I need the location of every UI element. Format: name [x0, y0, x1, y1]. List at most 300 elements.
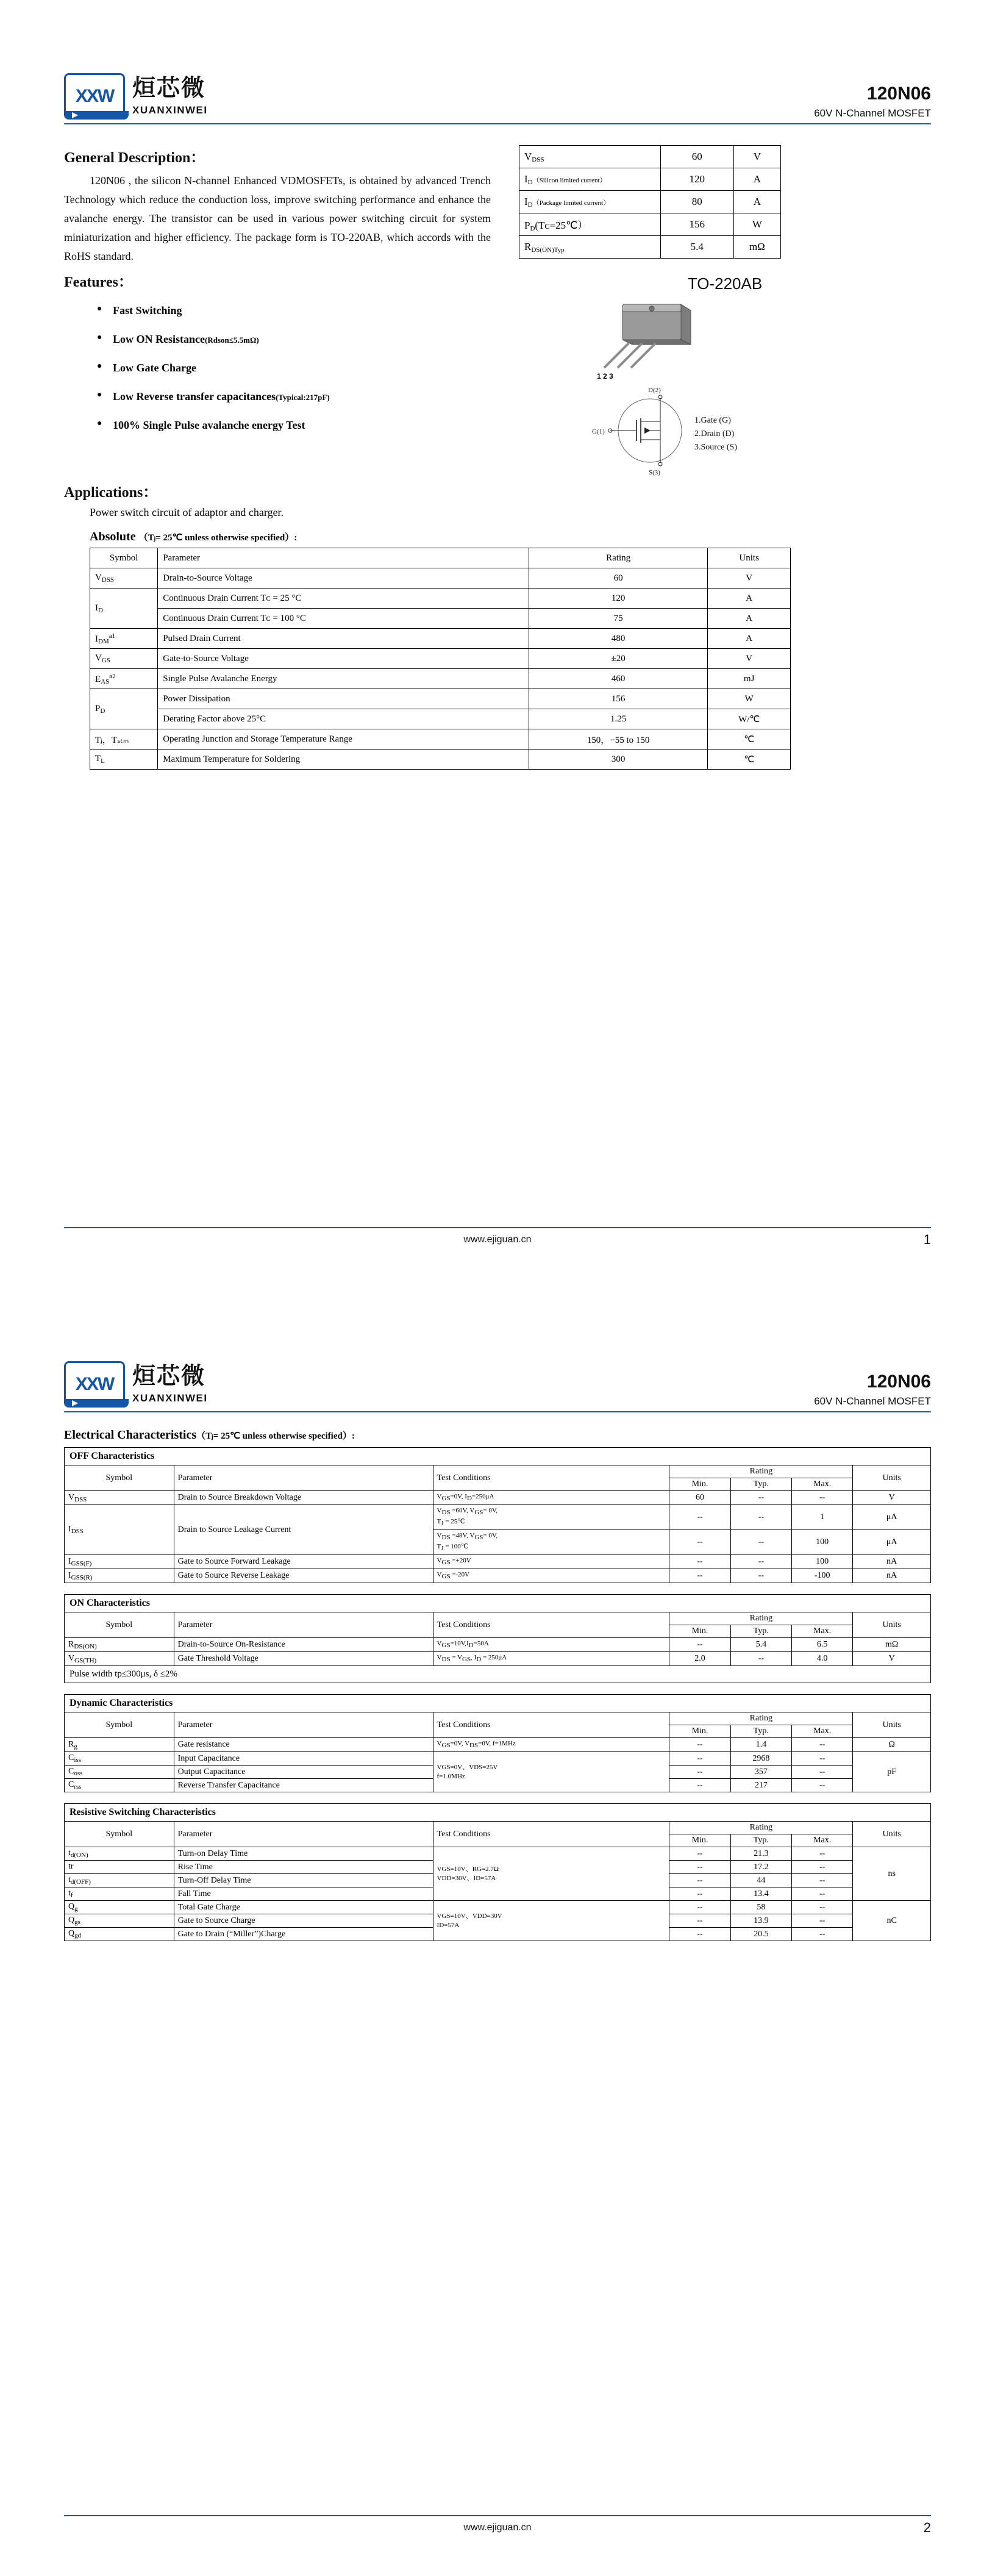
page-2 — [0, 1288, 995, 2576]
column-header-min: Min. — [669, 1834, 730, 1847]
row-typ: 5.4 — [730, 1638, 791, 1652]
row-symbol: $Q_{gd}$ — [65, 1928, 174, 1941]
row-conditions: VGS=0V, ID=250μA — [433, 1491, 669, 1505]
row-conditions: VGS=10V、RG=2.7Ω VDD=30V、ID=57A — [433, 1847, 669, 1901]
section-header-row — [65, 1804, 931, 1822]
footer-url[interactable]: www.ejiguan.cn — [463, 2522, 532, 2533]
logo-mark-icon — [64, 1361, 125, 1408]
column-header-units: Units — [708, 548, 791, 568]
table-row — [519, 213, 781, 236]
quick-spec-value: 60 — [660, 146, 733, 168]
row-typ: -- — [730, 1652, 791, 1666]
feature-label: Low Reverse transfer capacitances — [113, 390, 276, 402]
resistive-switching-characteristics-table — [64, 1803, 931, 1941]
row-symbol: $R_g$ — [65, 1738, 174, 1752]
row-min: -- — [669, 1928, 730, 1941]
row-parameter: Turn-on Delay Time — [174, 1847, 433, 1861]
column-header-parameter: Parameter — [174, 1712, 433, 1738]
column-header-max: Max. — [792, 1478, 853, 1491]
row-parameter: Gate Threshold Voltage — [174, 1652, 433, 1666]
row-parameter: Reverse Transfer Capacitance — [174, 1779, 433, 1792]
row-min: -- — [669, 1887, 730, 1901]
column-header-rating: Rating — [669, 1822, 853, 1834]
row-max: -- — [792, 1491, 853, 1505]
row-symbol: $C_{oss}$ — [65, 1766, 174, 1779]
row-typ: 1.4 — [730, 1738, 791, 1752]
row-typ: 17.2 — [730, 1861, 791, 1874]
row-min: 60 — [669, 1491, 730, 1505]
row-symbol: Tⱼ，Tₛₜₘ — [90, 729, 158, 750]
company-logo — [64, 73, 208, 120]
to220ab-package-icon — [519, 297, 781, 388]
row-min: -- — [669, 1901, 730, 1914]
table-row — [65, 1752, 931, 1766]
row-unit: V — [708, 649, 791, 669]
row-max: 1 — [792, 1505, 853, 1530]
table-row — [90, 629, 791, 649]
section-title: Resistive Switching Characteristics — [65, 1804, 931, 1822]
pin-1-label: 1.Gate (G) — [694, 416, 731, 425]
row-rating: 460 — [529, 669, 708, 689]
row-parameter: Continuous Drain Current Tᴄ = 25 °C — [158, 589, 529, 609]
row-unit: ns — [853, 1847, 931, 1901]
row-parameter: Maximum Temperature for Soldering — [158, 750, 529, 770]
logo-chinese-name: 烜芯微 — [132, 74, 206, 101]
row-rating: 120 — [529, 589, 708, 609]
table-row — [90, 689, 791, 709]
absolute-maximum-ratings-table — [90, 548, 791, 770]
page-footer — [64, 1222, 931, 1245]
row-max: -- — [792, 1914, 853, 1928]
row-symbol: $C_{rss}$ — [65, 1779, 174, 1792]
logo-english-name: XUANXINWEI — [132, 104, 208, 116]
row-parameter: Gate to Source Charge — [174, 1914, 433, 1928]
column-header-max: Max. — [792, 1725, 853, 1738]
row-unit: Ω — [853, 1738, 931, 1752]
pin-3-label: 3.Source (S) — [694, 443, 737, 452]
row-rating: 1.25 — [529, 709, 708, 729]
row-unit: V — [853, 1652, 931, 1666]
row-parameter: Turn-Off Delay Time — [174, 1874, 433, 1887]
off-characteristics-table — [64, 1447, 931, 1583]
table-row — [65, 1638, 931, 1652]
quick-spec-value: 80 — [660, 191, 733, 213]
features-list — [64, 304, 491, 432]
company-logo — [64, 1361, 208, 1408]
row-conditions: VGS=10V,ID=50A — [433, 1638, 669, 1652]
section-header-row — [65, 1448, 931, 1465]
row-rating: 60 — [529, 568, 708, 589]
document-header — [64, 1288, 931, 1408]
row-typ: 217 — [730, 1779, 791, 1792]
column-header-parameter: Parameter — [174, 1612, 433, 1638]
quick-spec-unit: mΩ — [733, 236, 780, 259]
row-min: -- — [669, 1874, 730, 1887]
section-header-row — [65, 1695, 931, 1712]
on-characteristics-table — [64, 1594, 931, 1683]
row-symbol: $V_{DSS}$ — [90, 568, 158, 589]
part-subtitle: 60V N-Channel MOSFET — [814, 107, 931, 119]
general-description-body — [64, 171, 491, 266]
row-unit: A — [708, 609, 791, 629]
table-header-row — [90, 548, 791, 568]
row-symbol: $Q_g$ — [65, 1901, 174, 1914]
row-unit: ℃ — [708, 729, 791, 750]
quick-spec-table — [519, 145, 781, 259]
quick-spec-symbol: $I_D(Package$ limited current） — [519, 191, 661, 213]
row-unit: mJ — [708, 669, 791, 689]
table-row — [90, 568, 791, 589]
row-symbol: $C_{iss}$ — [65, 1752, 174, 1766]
row-symbol: $R_{DS(ON)}$ — [65, 1638, 174, 1652]
row-rating: ±20 — [529, 649, 708, 669]
row-rating: 300 — [529, 750, 708, 770]
row-unit: nC — [853, 1901, 931, 1941]
logo-mark-arrow-icon — [72, 112, 78, 118]
row-parameter: Continuous Drain Current Tᴄ = 100 °C — [158, 609, 529, 629]
row-unit: pF — [853, 1752, 931, 1792]
table-row — [90, 669, 791, 689]
features-title: Features： — [64, 274, 133, 290]
row-parameter: Drain-to-Source Voltage — [158, 568, 529, 589]
table-row — [90, 709, 791, 729]
dynamic-characteristics-table — [64, 1694, 931, 1792]
row-unit: V — [853, 1491, 931, 1505]
table-row — [65, 1901, 931, 1914]
column-header-units: Units — [853, 1822, 931, 1847]
row-rating: 75 — [529, 609, 708, 629]
column-header-symbol: Symbol — [90, 548, 158, 568]
row-min: -- — [669, 1766, 730, 1779]
column-header-max: Max. — [792, 1625, 853, 1638]
applications-title: Applications： — [64, 485, 158, 501]
part-number: 120N06 — [866, 84, 931, 104]
row-max: -- — [792, 1928, 853, 1941]
column-header-rating: Rating — [669, 1712, 853, 1725]
column-header-units: Units — [853, 1612, 931, 1638]
pin-numbers: 1 2 3 — [597, 372, 613, 381]
column-header-symbol: Symbol — [65, 1612, 174, 1638]
row-typ: 44 — [730, 1874, 791, 1887]
row-min: -- — [669, 1555, 730, 1569]
feature-label: Low ON Resistance — [113, 333, 205, 345]
symbol-source-label: S(3) — [649, 469, 660, 476]
mosfet-symbol-diagram — [519, 385, 781, 476]
table-row — [65, 1847, 931, 1861]
column-header-typ: Typ. — [730, 1625, 791, 1638]
column-header-symbol: Symbol — [65, 1465, 174, 1491]
row-symbol: $I_{DSS}$ — [65, 1505, 174, 1555]
table-row — [65, 1505, 931, 1530]
column-header-rating: Rating — [529, 548, 708, 568]
row-parameter: Operating Junction and Storage Temperature Range — [158, 729, 529, 750]
table-row — [90, 649, 791, 669]
row-parameter: Rise Time — [174, 1861, 433, 1874]
row-max: -100 — [792, 1569, 853, 1583]
row-typ: 21.3 — [730, 1847, 791, 1861]
row-conditions: VDS =48V, VGS= 0V, TJ = 100℃ — [433, 1530, 669, 1555]
pulse-width-note: Pulse width tp≤300μs, δ ≤2% — [65, 1666, 931, 1683]
row-symbol: $V_{GS}$ — [90, 649, 158, 669]
quick-spec-symbol: $I_D(Silicon$ limited current） — [519, 168, 661, 191]
package-name: TO-220AB — [687, 274, 763, 293]
row-parameter: Gate resistance — [174, 1738, 433, 1752]
row-unit: ℃ — [708, 750, 791, 770]
table-row — [65, 1555, 931, 1569]
row-min: -- — [669, 1914, 730, 1928]
column-header-parameter: Parameter — [158, 548, 529, 568]
row-unit: nA — [853, 1555, 931, 1569]
feature-item — [113, 390, 491, 403]
row-unit: μA — [853, 1505, 931, 1530]
table-row — [519, 146, 781, 168]
table-row — [90, 609, 791, 629]
row-parameter: Power Dissipation — [158, 689, 529, 709]
header-divider — [64, 1411, 931, 1412]
table-row — [65, 1569, 931, 1583]
row-parameter: Drain to Source Breakdown Voltage — [174, 1491, 433, 1505]
quick-spec-value: 5.4 — [660, 236, 733, 259]
row-conditions: VDS = VGS, ID = 250μA — [433, 1652, 669, 1666]
quick-spec-symbol: $P_D(Tᴄ=25℃)$ — [519, 213, 661, 236]
column-header-min: Min. — [669, 1478, 730, 1491]
row-max: -- — [792, 1738, 853, 1752]
page-number: 1 — [923, 1232, 931, 1247]
row-typ: -- — [730, 1491, 791, 1505]
column-header-test-conditions: Test Conditions — [433, 1465, 669, 1491]
row-parameter: Drain to Source Leakage Current — [174, 1505, 433, 1555]
row-parameter: Fall Time — [174, 1887, 433, 1901]
row-symbol: $I_{DM}^{a1}$ — [90, 629, 158, 649]
row-rating: 150，−55 to 150 — [529, 729, 708, 750]
logo-chinese-name: 烜芯微 — [132, 1362, 206, 1389]
symbol-gate-label: G(1) — [592, 428, 605, 435]
row-typ: -- — [730, 1530, 791, 1555]
row-max: -- — [792, 1861, 853, 1874]
row-conditions: VGS =-20V — [433, 1569, 669, 1583]
row-max: -- — [792, 1887, 853, 1901]
row-conditions: VGS=0V、VDS=25V f=1.0MHz — [433, 1752, 669, 1792]
column-header-test-conditions: Test Conditions — [433, 1822, 669, 1847]
row-symbol: $P_D$ — [90, 689, 158, 729]
row-symbol: $I_D$ — [90, 589, 158, 629]
quick-spec-value: 120 — [660, 168, 733, 191]
row-typ: -- — [730, 1505, 791, 1530]
row-min: -- — [669, 1752, 730, 1766]
row-max: 4.0 — [792, 1652, 853, 1666]
row-min: -- — [669, 1738, 730, 1752]
row-typ: -- — [730, 1569, 791, 1583]
column-header-typ: Typ. — [730, 1478, 791, 1491]
feature-label: Low Gate Charge — [113, 362, 196, 374]
column-header-symbol: Symbol — [65, 1822, 174, 1847]
quick-spec-unit: V — [733, 146, 780, 168]
table-row — [65, 1738, 931, 1752]
row-typ: 357 — [730, 1766, 791, 1779]
row-symbol: $t_{d(ON)}$ — [65, 1847, 174, 1861]
table-row — [519, 236, 781, 259]
row-min: -- — [669, 1638, 730, 1652]
column-header-parameter: Parameter — [174, 1465, 433, 1491]
row-symbol: $E_{AS}^{a2}$ — [90, 669, 158, 689]
row-min: 2.0 — [669, 1652, 730, 1666]
row-parameter: Input Capacitance — [174, 1752, 433, 1766]
table-row — [519, 168, 781, 191]
quick-spec-symbol: $R_{DS(ON)Typ}$ — [519, 236, 661, 259]
row-unit: nA — [853, 1569, 931, 1583]
row-symbol: $Q_{gs}$ — [65, 1914, 174, 1928]
row-max: -- — [792, 1752, 853, 1766]
logo-mark-text: XXW — [75, 86, 114, 106]
row-max: -- — [792, 1901, 853, 1914]
column-header-test-conditions: Test Conditions — [433, 1712, 669, 1738]
row-max: -- — [792, 1847, 853, 1861]
page-number: 2 — [923, 2520, 931, 2535]
part-number: 120N06 — [866, 1372, 931, 1392]
page-footer — [64, 2510, 931, 2533]
table-row — [90, 589, 791, 609]
row-parameter: Gate-to-Source Voltage — [158, 649, 529, 669]
row-unit: μA — [853, 1530, 931, 1555]
row-rating: 156 — [529, 689, 708, 709]
row-unit: W — [708, 689, 791, 709]
feature-item — [113, 304, 491, 317]
absolute-ratings-title: Absolute （Tⱼ= 25℃ unless otherwise specified）: — [90, 530, 298, 543]
part-subtitle: 60V N-Channel MOSFET — [814, 1395, 931, 1407]
document-header — [64, 0, 931, 120]
row-parameter: Output Capacitance — [174, 1766, 433, 1779]
feature-item — [113, 333, 491, 346]
row-typ: 58 — [730, 1901, 791, 1914]
column-header-parameter: Parameter — [174, 1822, 433, 1847]
package-drawing — [519, 297, 931, 388]
row-typ: 13.9 — [730, 1914, 791, 1928]
column-header-rating: Rating — [669, 1465, 853, 1478]
quick-spec-unit: W — [733, 213, 780, 236]
table-note-row — [65, 1666, 931, 1683]
table-header-row — [65, 1612, 931, 1625]
column-header-symbol: Symbol — [65, 1712, 174, 1738]
row-symbol: $V_{GS(TH)}$ — [65, 1652, 174, 1666]
table-header-row — [65, 1712, 931, 1725]
row-parameter: Gate to Source Forward Leakage — [174, 1555, 433, 1569]
section-title: ON Characteristics — [65, 1595, 931, 1612]
table-row — [90, 729, 791, 750]
feature-label: Fast Switching — [113, 304, 182, 317]
column-header-rating: Rating — [669, 1612, 853, 1625]
column-header-test-conditions: Test Conditions — [433, 1612, 669, 1638]
row-symbol: $V_{DSS}$ — [65, 1491, 174, 1505]
row-unit: W/℃ — [708, 709, 791, 729]
pin-2-label: 2.Drain (D) — [694, 429, 735, 438]
row-parameter: Single Pulse Avalanche Energy — [158, 669, 529, 689]
section-title: OFF Characteristics — [65, 1448, 931, 1465]
footer-divider — [64, 2515, 931, 2516]
row-typ: 13.4 — [730, 1887, 791, 1901]
row-rating: 480 — [529, 629, 708, 649]
row-conditions: VGS=0V, VDS=0V, f=1MHz — [433, 1738, 669, 1752]
column-header-units: Units — [853, 1712, 931, 1738]
row-unit: A — [708, 589, 791, 609]
row-max: -- — [792, 1874, 853, 1887]
row-conditions: VDS =60V, VGS= 0V, TJ = 25℃ — [433, 1505, 669, 1530]
symbol-drain-label: D(2) — [648, 387, 661, 394]
row-parameter: Total Gate Charge — [174, 1901, 433, 1914]
row-min: -- — [669, 1847, 730, 1861]
row-max: 100 — [792, 1555, 853, 1569]
table-row — [65, 1652, 931, 1666]
section-header-row — [65, 1595, 931, 1612]
section-title: Dynamic Characteristics — [65, 1695, 931, 1712]
row-max: -- — [792, 1779, 853, 1792]
quick-spec-unit: A — [733, 191, 780, 213]
general-description-title: General Description： — [64, 150, 205, 166]
feature-item — [113, 419, 491, 432]
row-parameter: Drain-to-Source On-Resistance — [174, 1638, 433, 1652]
feature-extra: (Rdson≤5.5mΩ) — [205, 335, 259, 345]
logo-mark-text: XXW — [75, 1374, 114, 1394]
row-parameter: Pulsed Drain Current — [158, 629, 529, 649]
header-divider — [64, 123, 931, 124]
row-max: -- — [792, 1766, 853, 1779]
table-header-row — [65, 1822, 931, 1834]
row-conditions: VGS =+20V — [433, 1555, 669, 1569]
row-conditions: VGS=10V、VDD=30V ID=57A — [433, 1901, 669, 1941]
column-header-max: Max. — [792, 1834, 853, 1847]
logo-mark-arrow-icon — [72, 1400, 78, 1406]
feature-extra: (Typical:217pF) — [276, 393, 330, 402]
row-symbol: $t_{d(OFF)}$ — [65, 1874, 174, 1887]
column-header-min: Min. — [669, 1625, 730, 1638]
row-min: -- — [669, 1861, 730, 1874]
row-symbol: $I_{GSS(F)}$ — [65, 1555, 174, 1569]
column-header-units: Units — [853, 1465, 931, 1491]
footer-divider — [64, 1227, 931, 1228]
feature-label: 100% Single Pulse avalanche energy Test — [113, 419, 305, 431]
row-typ: 2968 — [730, 1752, 791, 1766]
row-symbol: $t_f$ — [65, 1887, 174, 1901]
column-header-typ: Typ. — [730, 1834, 791, 1847]
row-min: -- — [669, 1569, 730, 1583]
logo-mark-icon — [64, 73, 125, 120]
row-typ: -- — [730, 1555, 791, 1569]
feature-item — [113, 362, 491, 374]
logo-english-name: XUANXINWEI — [132, 1392, 208, 1404]
row-symbol: $T_L$ — [90, 750, 158, 770]
column-header-typ: Typ. — [730, 1725, 791, 1738]
row-min: -- — [669, 1530, 730, 1555]
table-row — [90, 750, 791, 770]
row-unit: mΩ — [853, 1638, 931, 1652]
row-parameter: Gate to Drain (“Miller”)Charge — [174, 1928, 433, 1941]
row-unit: V — [708, 568, 791, 589]
row-min: -- — [669, 1505, 730, 1530]
quick-spec-symbol: $V_{DSS}$ — [519, 146, 661, 168]
row-min: -- — [669, 1779, 730, 1792]
applications-body: Power switch circuit of adaptor and charger. — [90, 506, 284, 518]
column-header-min: Min. — [669, 1725, 730, 1738]
footer-url[interactable]: www.ejiguan.cn — [463, 1234, 532, 1245]
table-header-row — [65, 1465, 931, 1478]
row-parameter: Derating Factor above 25°C — [158, 709, 529, 729]
electrical-characteristics-title: Electrical Characteristics（Tⱼ= 25℃ unless otherwise specified）: — [64, 1428, 355, 1442]
table-row — [519, 191, 781, 213]
row-typ: 20.5 — [730, 1928, 791, 1941]
row-max: 6.5 — [792, 1638, 853, 1652]
row-symbol: tr — [65, 1861, 174, 1874]
row-parameter: Gate to Source Reverse Leakage — [174, 1569, 433, 1583]
table-row — [65, 1491, 931, 1505]
